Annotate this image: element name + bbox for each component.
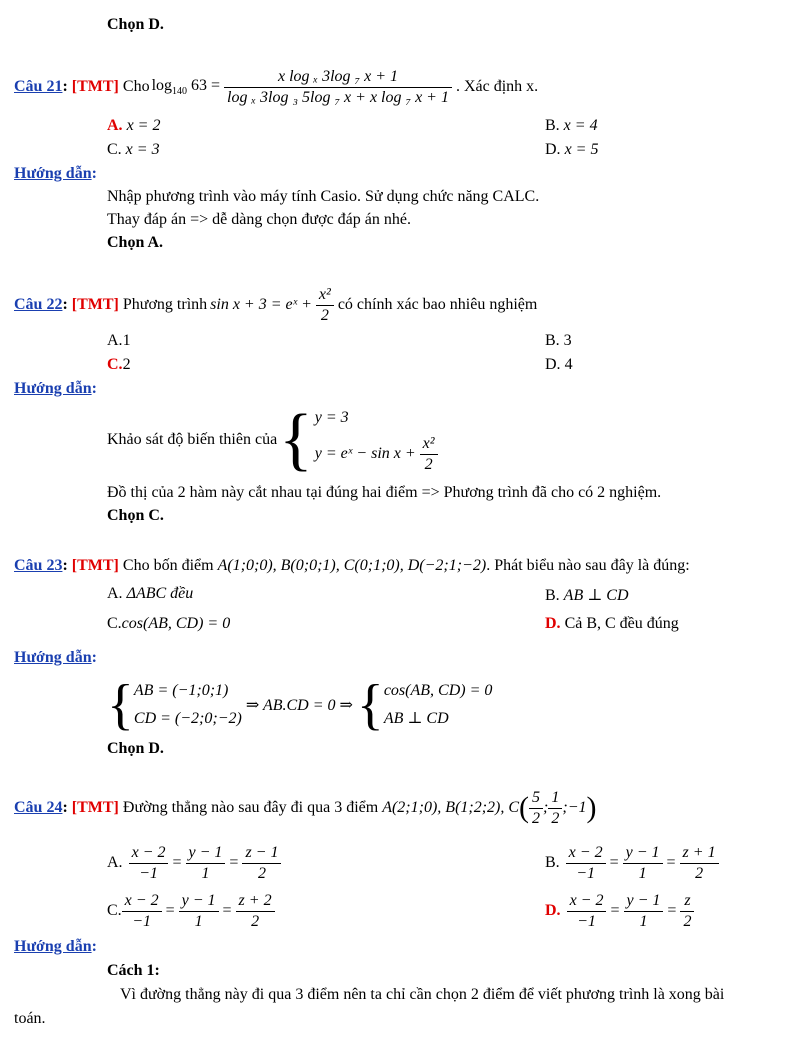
question-label: Câu 23	[14, 557, 63, 574]
guide-line: Thay đáp án => dễ dàng chọn được đáp án nhé.	[107, 211, 411, 228]
equation-fraction: $\frac{\text{x²}}{2}$	[316, 285, 334, 326]
method-line: Vì đường thẳng này đi qua 3 điểm nên ta chỉ cần chọn 2 điểm để viết phương trình là xong bài	[120, 986, 725, 1003]
question-lead: Cho	[122, 78, 150, 95]
question-tail: . Xác định x.	[455, 78, 539, 95]
fraction-numerator: x log ₓ 3log ₇ x + 1	[224, 67, 452, 88]
option-b[interactable]: B. 3	[545, 332, 572, 349]
fraction-denominator: log ₓ 3log ₃ 5log ₇ x + x log ₇ x + 1	[227, 88, 449, 106]
guide-heading: Hướng dẫn:	[14, 938, 97, 955]
question-tag: [TMT]	[71, 557, 119, 574]
option-c[interactable]: C. x = 3	[107, 141, 160, 158]
brace: {	[356, 674, 384, 736]
question-lead: Phương trình	[122, 296, 208, 313]
question-21-stem: Câu 21 : [TMT] Cho $\log_{140} 63$ = $\frac{\text{x log ₓ 3log ₇ x + 1}}{\text{log ₓ 3log ₃ 5log ₇ x + x log ₇ x + 1}}$ . Xác định x.	[14, 67, 539, 106]
guide-heading: Hướng dẫn:	[14, 380, 97, 397]
equation: sin x + 3 = eˣ +	[210, 296, 312, 313]
answer: Chọn C.	[107, 507, 164, 524]
question-label: Câu 22	[14, 296, 63, 313]
conclusion: Đồ thị của 2 hàm này cắt nhau tại đúng hai điểm => Phương trình đã cho có 2 nghiệm.	[107, 484, 662, 501]
question-23-stem: Câu 23 : [TMT] Cho bốn điểm A(1;0;0), B(0;0;1), C(0;1;0), D(−2;1;−2) . Phát biểu nào sau đây là đúng:	[14, 557, 690, 574]
option-c[interactable]: C. $\frac{x - 2}{-1}$ = $\frac{y - 1}{1}$ = $\frac{z + 2}{2}$	[107, 888, 275, 934]
option-b[interactable]: B. $\frac{x - 2}{-1}$ = $\frac{y - 1}{1}$ = $\frac{z + 1}{2}$	[545, 840, 719, 886]
option-d[interactable]: D. 4	[545, 356, 573, 373]
method-heading: Cách 1:	[107, 962, 160, 979]
question-22-stem: Câu 22 : [TMT] Phương trình sin x + 3 = eˣ + $\frac{\text{x²}}{2}$ có chính xác bao nhiêu nghiệm	[14, 285, 538, 324]
question-label: Câu 21	[14, 78, 63, 95]
system-line: AB = (−1;0;1)	[133, 682, 229, 699]
option-c[interactable]: C.2	[107, 356, 131, 373]
system-line: y = eˣ − sin x + $\frac{\text{x²}}{2}$	[315, 432, 438, 476]
vector-system	[107, 674, 492, 736]
guide-heading: Hướng dẫn:	[14, 165, 97, 182]
system-line: y = 3	[314, 409, 349, 426]
points: A(2;1;0), B(1;2;2), C	[382, 799, 520, 816]
question-tail: có chính xác bao nhiêu nghiệm	[337, 296, 538, 313]
brace: {	[107, 674, 134, 736]
question-24-stem: Câu 24 : [TMT] Đường thẳng nào sau đây đi qua 3 điểm A(2;1;0), B(1;2;2), C ( $\frac{5}{2}$ ; $\frac{1}{2}$ ;−1 )	[14, 788, 597, 827]
question-tag: [TMT]	[71, 296, 119, 313]
answer: Chọn A.	[107, 234, 164, 251]
brace: {	[279, 401, 313, 478]
option-a[interactable]: A. ΔABC đều	[107, 585, 194, 602]
answer: Chọn D.	[107, 740, 164, 757]
equation-fraction	[224, 67, 452, 108]
option-b[interactable]: B. AB ⊥ CD	[545, 587, 629, 604]
question-lead: Cho bốn điểm	[122, 557, 214, 574]
option-b[interactable]: B. x = 4	[545, 117, 598, 134]
survey-system	[107, 400, 438, 480]
question-tag: [TMT]	[71, 799, 119, 816]
system-line: CD = (−2;0;−2)	[133, 710, 242, 727]
survey-lead: Khảo sát độ biến thiên của	[107, 431, 278, 448]
option-a[interactable]: A.1	[107, 332, 131, 349]
question-lead: Đường thẳng nào sau đây đi qua 3 điểm	[122, 799, 379, 816]
points: A(1;0;0), B(0;0;1), C(0;1;0), D(−2;1;−2)	[217, 557, 487, 574]
option-d[interactable]: D. $\frac{x - 2}{-1}$ = $\frac{y - 1}{1}$ = $\frac{z}{2}$	[545, 888, 694, 934]
question-label: Câu 24	[14, 799, 63, 816]
option-c[interactable]: C.cos(AB, CD) = 0	[107, 615, 231, 632]
question-tail: . Phát biểu nào sau đây là đúng:	[486, 557, 690, 574]
method-line: toán.	[14, 1010, 46, 1027]
system-line: AB ⊥ CD	[383, 710, 449, 727]
option-d[interactable]: D. Cả B, C đều đúng	[545, 615, 679, 632]
option-d[interactable]: D. x = 5	[545, 141, 599, 158]
system-line: cos(AB, CD) = 0	[383, 682, 493, 699]
guide-line: Nhập phương trình vào máy tính Casio. Sử dụng chức năng CALC.	[107, 188, 540, 205]
log-expression: $\log_{140} 63$ =	[151, 76, 221, 98]
option-a[interactable]: A. x = 2	[107, 117, 161, 134]
implication: ⇒ AB.CD = 0 ⇒	[245, 697, 353, 714]
question-tag: [TMT]	[71, 78, 119, 95]
guide-heading: Hướng dẫn:	[14, 649, 97, 666]
previous-answer: Chọn D.	[107, 16, 164, 33]
option-a[interactable]: A. $\frac{x - 2}{-1}$ = $\frac{y - 1}{1}$ = $\frac{z - 1}{2}$	[107, 840, 281, 886]
